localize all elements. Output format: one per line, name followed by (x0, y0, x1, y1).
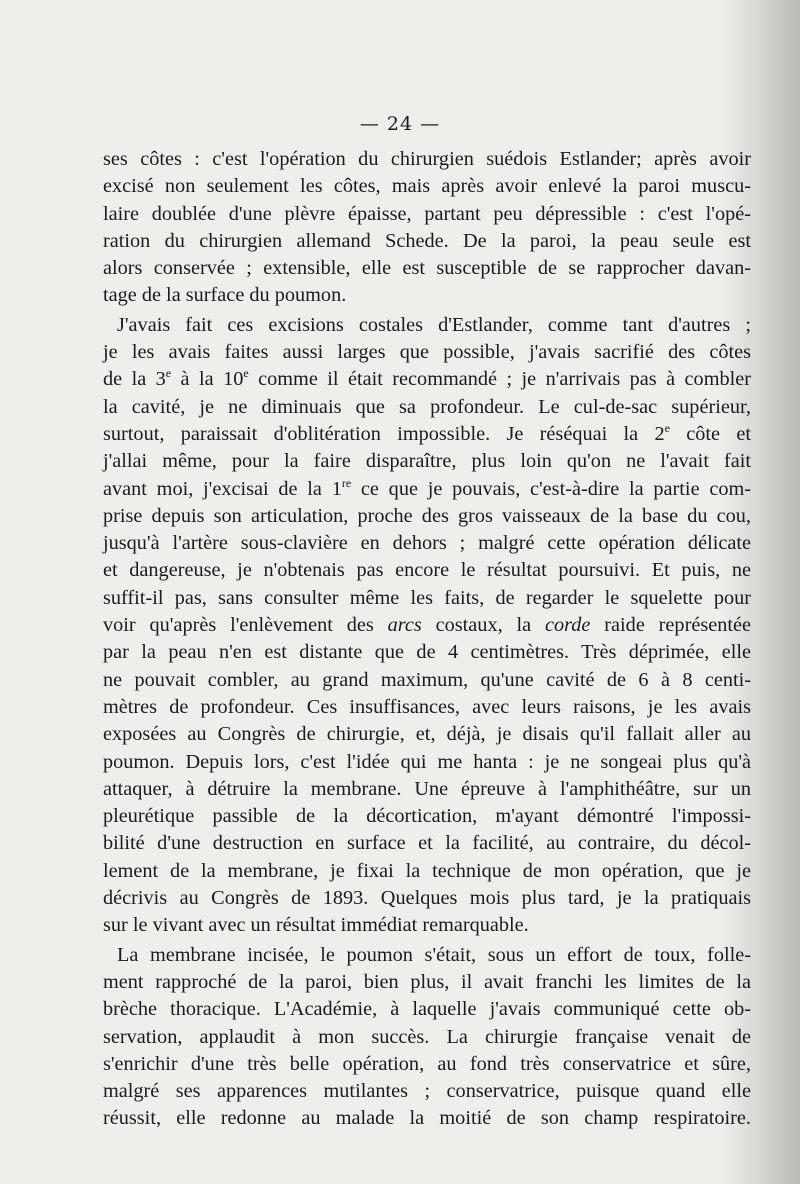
text-line: ses côtes : c'est l'opération du chirurgien suédois Estlander; après avoir (103, 148, 751, 170)
text-line: bilité d'une destruction en surface et la facilité, au contraire, du décol- (103, 832, 751, 855)
text-line: et dangereuse, je n'obtenais pas encore le résultat poursuivi. Et puis, ne (103, 559, 751, 582)
text-line: tage de la surface du poumon. (103, 284, 347, 307)
text-line: alors conservée ; extensible, elle est susceptible de se rapprocher davan- (103, 257, 751, 280)
text-line: je les avais faites aussi larges que possible, j'avais sacrifié des côtes (103, 341, 751, 364)
page-number: — 24 — (359, 113, 441, 135)
text-line: par la peau n'en est distante que de 4 centimètres. Très déprimée, elle (103, 641, 751, 664)
text-line: de la 3e à la 10e comme il était recommandé ; je n'arrivais pas à combler (103, 366, 751, 391)
text-line: pleurétique passible de la décortication, m'ayant démontré l'impossi- (103, 805, 751, 828)
text-line: réussit, elle redonne au malade la moitié de son champ respiratoire. (103, 1107, 751, 1130)
text-line: laire doublée d'une plèvre épaisse, partant peu dépressible : c'est l'opé- (103, 202, 751, 225)
text-line: lement de la membrane, je fixai la technique de mon opération, que je (103, 859, 751, 882)
paragraph-1 (103, 146, 751, 310)
text-line: sur le vivant avec un résultat immédiat remarquable. (103, 914, 529, 937)
text-line: brèche thoracique. L'Académie, à laquelle j'avais communiqué cette ob- (103, 998, 751, 1021)
text-line: s'enrichir d'une très belle opération, au fond très conservatrice et sûre, (103, 1052, 751, 1075)
text-line: exposées au Congrès de chirurgie, et, déjà, je disais qu'il fallait aller au (103, 723, 751, 746)
text-line: la cavité, je ne diminuais que sa profondeur. Le cul-de-sac supérieur, (103, 395, 751, 418)
text-line: prise depuis son articulation, proche des gros vaisseaux de la base du cou, (103, 504, 751, 527)
paragraph-2 (103, 312, 751, 940)
text-line: La membrane incisée, le poumon s'était, sous un effort de toux, folle- (117, 943, 751, 966)
text-line: J'avais fait ces excisions costales d'Estlander, comme tant d'autres ; (117, 313, 751, 336)
text-line: ment rapproché de la paroi, bien plus, il avait franchi les limites de la (103, 970, 751, 993)
text-line: surtout, paraissait d'oblitération impossible. Je réséquai la 2e côte et (103, 421, 751, 445)
text-line: jusqu'à l'artère sous-clavière en dehors ; malgré cette opération délicate (103, 532, 751, 555)
text-line: ration du chirurgien allemand Schede. De la paroi, la peau seule est (103, 229, 751, 252)
text-line: poumon. Depuis lors, c'est l'idée qui me hanta : je ne songeai plus qu'à (103, 750, 751, 773)
text-line: attaquer, à détruire la membrane. Une épreuve à l'amphithéâtre, sur un (103, 777, 751, 800)
text-line: j'allai même, pour la faire disparaître, plus loin qu'on ne l'avait fait (103, 450, 751, 473)
body-text (103, 146, 751, 1133)
text-line: décrivis au Congrès de 1893. Quelques mois plus tard, je la pratiquais (103, 887, 751, 910)
text-line: excisé non seulement les côtes, mais après avoir enlevé la paroi muscu- (103, 175, 751, 198)
text-line: servation, applaudit à mon succès. La chirurgie française venait de (103, 1025, 751, 1048)
text-line: malgré ses apparences mutilantes ; conservatrice, puisque quand elle (103, 1080, 751, 1103)
text-line: suffit-il pas, sans consulter même les faits, de regarder le squelette pour (103, 586, 751, 609)
text-line: mètres de profondeur. Ces insuffisances, avec leurs raisons, je les avais (103, 695, 751, 718)
text-line: avant moi, j'excisai de la 1re ce que je pouvais, c'est-à-dire la partie com- (103, 475, 751, 500)
paragraph-3 (103, 942, 751, 1133)
text-line: voir qu'après l'enlèvement des arcs costaux, la corde raide représentée (103, 614, 751, 637)
text-line: ne pouvait combler, au grand maximum, qu'une cavité de 6 à 8 centi- (103, 668, 751, 691)
